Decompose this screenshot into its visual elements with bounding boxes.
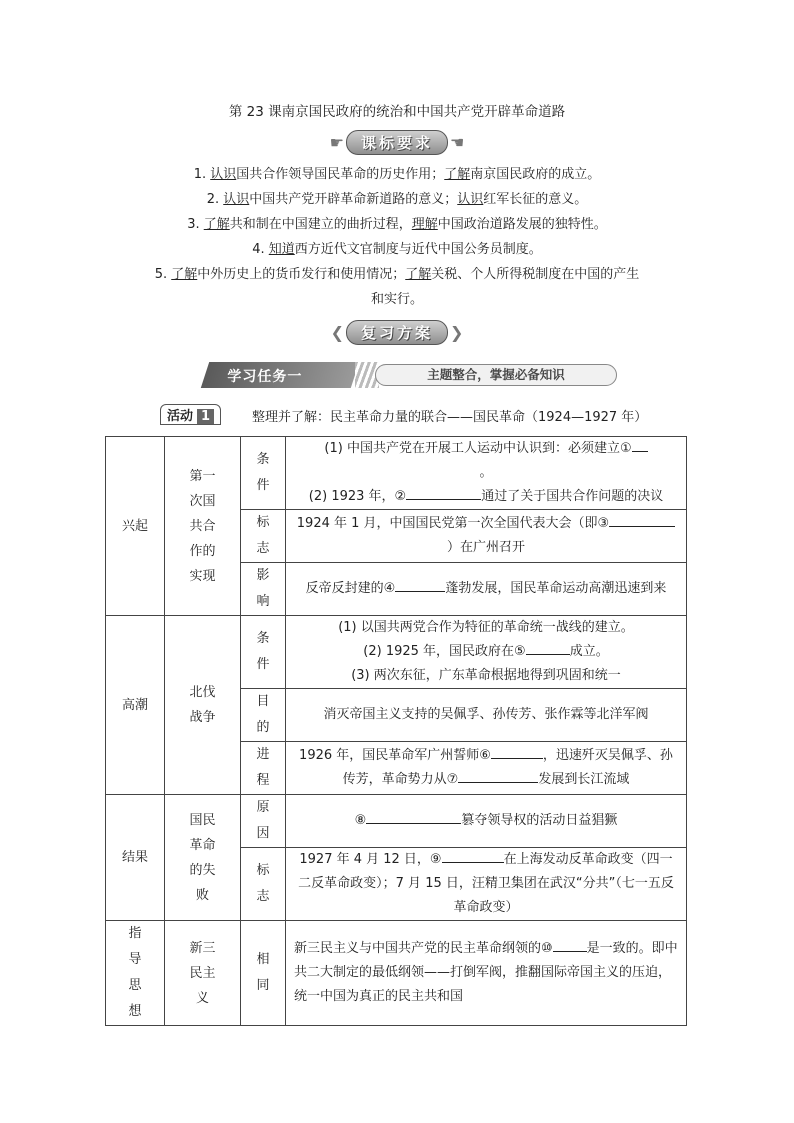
requirements-banner	[0, 130, 794, 154]
climax-process-label: 进程	[241, 742, 286, 795]
guide-same-label: 相同	[241, 921, 286, 1026]
requirement-5-continued: 和实行。	[370, 292, 423, 307]
requirement-2: 2. 认识中国共产党开辟革命新道路的意义；认识红军长征的意义。	[206, 192, 588, 207]
rise-condition-cell: (1) 中国共产党在开展工人运动中认识到：必须建立① 。 (2) 1923 年，② 通过了关于国共合作问题的决议	[286, 437, 687, 510]
review-banner	[0, 320, 794, 344]
requirement-4: 4. 知道西方近代文官制度与近代中国公务员制度。	[252, 242, 542, 257]
result-sign-cell: 1927 年 4 月 12 日，⑨ 在上海发动反革命政变（四一二反革命政变）；7 月 15 日，汪精卫集团在武汉“分共”（七一五反革命政变）	[286, 848, 687, 921]
review-banner-label: 复习方案	[346, 320, 448, 345]
climax-goal-label: 目的	[241, 689, 286, 742]
row-label-result: 结果	[106, 795, 165, 921]
climax-process-cell: 1926 年，国民革命军广州誓师⑥ ，迅速歼灭吴佩孚、孙传芳，革命势力从⑦ 发展到长江流域	[286, 742, 687, 795]
ribbon-right-icon: ❯	[450, 322, 464, 342]
thumb-right-icon: ☚	[450, 132, 465, 152]
rise-sign-cell: 1924 年 1 月，中国国民党第一次全国代表大会（即③）在广州召开	[286, 510, 687, 563]
page-title: 第 23 课南京国民政府的统治和中国共产党开辟革命道路	[228, 104, 566, 120]
task-subtitle: 主题整合，掌握必备知识	[375, 364, 617, 386]
sub-label-climax: 北伐战争	[165, 616, 241, 795]
review-table	[105, 436, 687, 1026]
rise-impact-label: 影响	[241, 563, 286, 616]
sub-label-rise: 第一次国共合作的实现	[165, 437, 241, 616]
rise-impact-cell: 反帝反封建的④ 蓬勃发展，国民革命运动高潮迅速到来	[286, 563, 687, 616]
activity-text: 整理并了解：民主革命力量的联合——国民革命（1924—1927 年）	[252, 410, 648, 425]
task-header	[205, 362, 615, 388]
climax-condition-cell: (1) 以国共两党合作为特征的革命统一战线的建立。 (2) 1925 年，国民政府在⑤ 成立。 (3) 两次东征，广东革命根据地得到巩固和统一	[286, 616, 687, 689]
sub-label-result: 国民革命的失败	[165, 795, 241, 921]
activity-badge: 活动 1	[160, 404, 221, 425]
sub-label-guide: 新三民主义	[165, 921, 241, 1026]
climax-condition-label: 条件	[241, 616, 286, 689]
requirement-3: 3. 了解共和制在中国建立的曲折过程，理解中国政治道路发展的独特性。	[187, 217, 607, 232]
thumb-left-icon: ☛	[329, 132, 344, 152]
ribbon-left-icon: ❮	[330, 322, 344, 342]
rise-sign-label: 标志	[241, 510, 286, 563]
rise-condition-label: 条件	[241, 437, 286, 510]
row-label-climax: 高潮	[106, 616, 165, 795]
activity-header	[160, 404, 648, 425]
requirement-5: 5. 了解中外历史上的货币发行和使用情况；了解关税、个人所得税制度在中国的产生	[154, 267, 640, 282]
task-label: 学习任务一	[227, 369, 303, 385]
result-cause-cell: ⑧ 篡夺领导权的活动日益猖獗	[286, 795, 687, 848]
result-cause-label: 原因	[241, 795, 286, 848]
guide-same-cell: 新三民主义与中国共产党的民主革命纲领的⑩ 是一致的。即中共二大制定的最低纲领——打倒军阀，推翻国际帝国主义的压迫，统一中国为真正的民主共和国	[286, 921, 687, 1026]
row-label-rise: 兴起	[106, 437, 165, 616]
result-sign-label: 标志	[241, 848, 286, 921]
row-label-guide: 指导思想	[106, 921, 165, 1026]
activity-number: 1	[197, 409, 214, 424]
requirements-banner-label: 课标要求	[346, 130, 448, 155]
climax-goal-cell: 消灭帝国主义支持的吴佩孚、孙传芳、张作霖等北洋军阀	[286, 689, 687, 742]
requirement-1: 1. 认识国共合作领导国民革命的历史作用；了解南京国民政府的成立。	[193, 167, 601, 182]
